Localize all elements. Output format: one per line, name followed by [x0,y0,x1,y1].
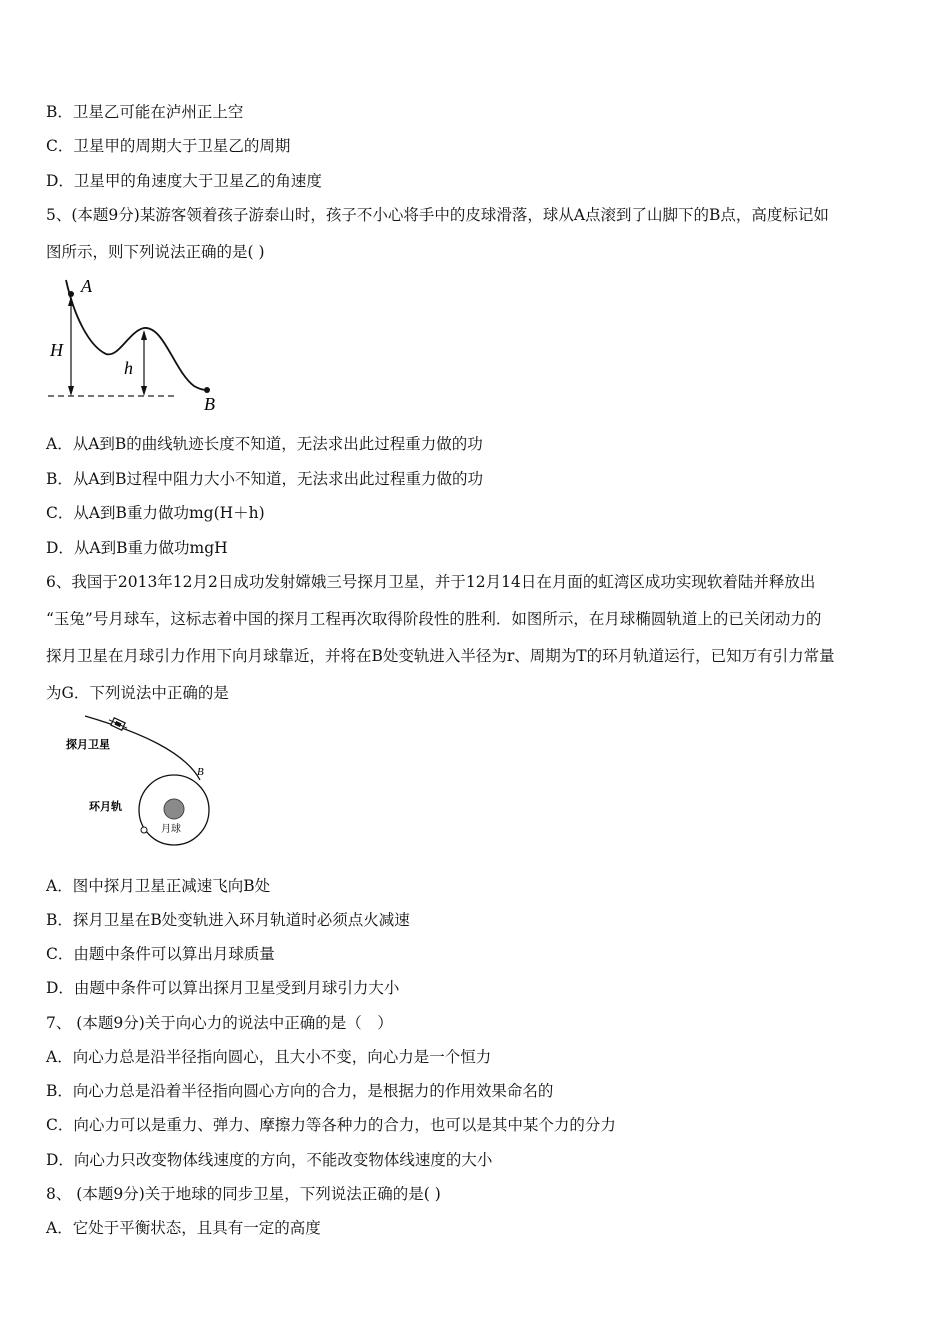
q5-slope-figure [44,276,224,414]
q7-option-b: B．向心力总是沿着半径指向圆心方向的合力，是根据力的作用效果命名的 [46,1082,554,1100]
q6-stem-line4: 为G．下列说法中正确的是 [46,684,229,702]
label-h-small: h [124,358,133,378]
q6-stem-line2: “玉兔”号月球车，这标志着中国的探月工程再次取得阶段性的胜利．如图所示，在月球椭圆轨道上的已关闭动力的 [46,610,822,628]
slope-curve [66,280,207,390]
q4-option-d: D．卫星甲的角速度大于卫星乙的角速度 [46,172,322,190]
q6-option-b: B．探月卫星在B处变轨进入环月轨道时必须点火减速 [46,911,410,929]
label-b: B [197,766,204,778]
q5-stem-line2: 图所示，则下列说法正确的是( ) [46,243,265,261]
q5-option-b: B．从A到B过程中阻力大小不知道，无法求出此过程重力做的功 [46,470,483,488]
q5-option-c: C．从A到B重力做功mg(H＋h) [46,504,265,522]
q5-stem-line1: 5、(本题9分)某游客领着孩子游泰山时，孩子不小心将手中的皮球滑落，球从A点滚到了山脚下的B点，高度标记如 [46,206,829,224]
label-b: B [204,394,215,414]
q5-option-a: A．从A到B的曲线轨迹长度不知道，无法求出此过程重力做的功 [46,435,483,453]
q6-option-a: A．图中探月卫星正减速飞向B处 [46,877,271,895]
q8-option-a: A．它处于平衡状态，且具有一定的高度 [46,1219,321,1237]
q7-option-a: A．向心力总是沿半径指向圆心，且大小不变，向心力是一个恒力 [46,1048,492,1066]
ball-b [204,387,210,393]
q6-orbit-figure [60,712,235,862]
satellite-on-orbit [141,827,147,833]
label-a: A [81,276,92,296]
label-moon: 月球 [161,824,181,835]
label-satellite: 探月卫星 [66,739,110,751]
q6-stem-line1: 6、我国于2013年12月2日成功发射嫦娥三号探月卫星，并于12月14日在月面的虹湾区成功实现软着陆并释放出 [46,573,816,591]
q8-stem: 8、 (本题9分)关于地球的同步卫星，下列说法正确的是( ) [46,1185,441,1203]
q7-option-d: D．向心力只改变物体线速度的方向，不能改变物体线速度的大小 [46,1151,493,1169]
moon [164,799,184,819]
q4-option-b: B．卫星乙可能在泸州正上空 [46,103,244,121]
label-orbit: 环月轨 [89,801,122,813]
q5-option-d: D．从A到B重力做功mgH [46,539,228,557]
q6-option-d: D．由题中条件可以算出探月卫星受到月球引力大小 [46,979,400,997]
q7-option-c: C．向心力可以是重力、弹力、摩擦力等各种力的合力，也可以是其中某个力的分力 [46,1116,616,1134]
q4-option-c: C．卫星甲的周期大于卫星乙的周期 [46,137,291,155]
q6-option-c: C．由题中条件可以算出月球质量 [46,945,275,963]
q7-stem: 7、 (本题9分)关于向心力的说法中正确的是（ ） [46,1014,393,1032]
label-h-big: H [50,340,63,360]
q6-stem-line3: 探月卫星在月球引力作用下向月球靠近，并将在B处变轨进入半径为r、周期为T的环月轨道运行，已知万有引力常量 [46,647,835,665]
